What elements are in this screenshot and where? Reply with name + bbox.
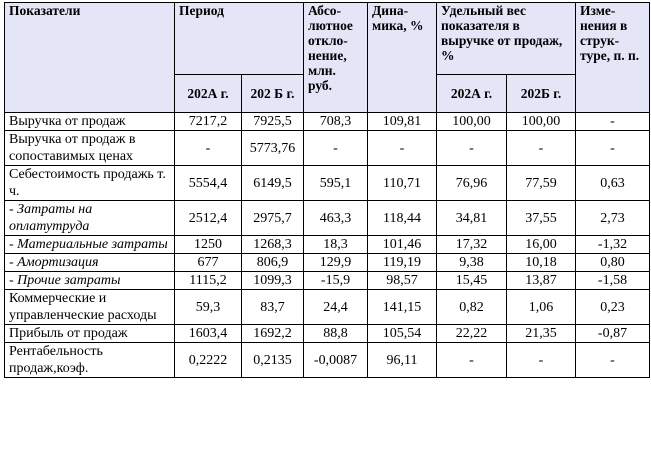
financial-indicators-table [4, 2, 650, 378]
row-label-cell [5, 272, 175, 290]
value-dynamics: 141,15 [368, 290, 437, 325]
sub-item-dash: - [9, 273, 18, 288]
table-row [5, 131, 650, 166]
value-abs-deviation: 595,1 [304, 166, 368, 201]
table-row [5, 113, 650, 131]
value-abs-deviation: 18,3 [304, 236, 368, 254]
value-share-b: 1,06 [507, 290, 576, 325]
value-share-a: 17,32 [437, 236, 507, 254]
value-structure-change: - [576, 113, 650, 131]
value-dynamics: 105,54 [368, 325, 437, 343]
value-structure-change: -1,32 [576, 236, 650, 254]
row-label-cell [5, 131, 175, 166]
value-period-b: 1099,3 [242, 272, 304, 290]
value-period-a: 1603,4 [175, 325, 242, 343]
value-structure-change: 2,73 [576, 201, 650, 236]
value-dynamics: - [368, 131, 437, 166]
header-abs-deviation: Абсо-лютное откло-нение, млн. руб. [304, 3, 368, 113]
table-row [5, 290, 650, 325]
value-structure-change: - [576, 131, 650, 166]
value-abs-deviation: -15,9 [304, 272, 368, 290]
row-label-cell [5, 166, 175, 201]
value-period-a: 7217,2 [175, 113, 242, 131]
row-label: Выручка от продаж [9, 114, 126, 129]
header-share-b: 202Б г. [507, 75, 576, 113]
header-indicators: Показатели [5, 3, 175, 113]
value-share-a: 100,00 [437, 113, 507, 131]
table-body [5, 113, 650, 378]
value-structure-change: 0,63 [576, 166, 650, 201]
value-structure-change: 0,80 [576, 254, 650, 272]
row-label: Коммерческие и управленческие расходы [9, 291, 157, 323]
table-header [5, 3, 650, 113]
header-period-b: 202 Б г. [242, 75, 304, 113]
table-row [5, 325, 650, 343]
value-share-b: 37,55 [507, 201, 576, 236]
row-label-cell [5, 254, 175, 272]
row-label-cell [5, 236, 175, 254]
table-row [5, 201, 650, 236]
value-structure-change: -1,58 [576, 272, 650, 290]
value-period-a: 1250 [175, 236, 242, 254]
value-share-a: 15,45 [437, 272, 507, 290]
row-label-cell [5, 325, 175, 343]
header-share: Удельный вес показателя в выручке от продаж, % [437, 3, 576, 75]
value-period-a: 677 [175, 254, 242, 272]
table-row [5, 166, 650, 201]
value-share-a: 9,38 [437, 254, 507, 272]
value-dynamics: 98,57 [368, 272, 437, 290]
value-abs-deviation: 708,3 [304, 113, 368, 131]
table-row [5, 343, 650, 378]
value-abs-deviation: 88,8 [304, 325, 368, 343]
value-dynamics: 109,81 [368, 113, 437, 131]
value-period-b: 7925,5 [242, 113, 304, 131]
value-share-b: 77,59 [507, 166, 576, 201]
table-row [5, 272, 650, 290]
value-abs-deviation: - [304, 131, 368, 166]
value-share-b: 100,00 [507, 113, 576, 131]
value-period-b: 83,7 [242, 290, 304, 325]
row-label-cell [5, 201, 175, 236]
value-period-b: 6149,5 [242, 166, 304, 201]
sub-item-dash: - [9, 202, 18, 217]
row-label: Материальные затраты [17, 237, 168, 252]
value-period-a: 59,3 [175, 290, 242, 325]
table-container [4, 2, 650, 378]
value-dynamics: 110,71 [368, 166, 437, 201]
value-abs-deviation: 129,9 [304, 254, 368, 272]
row-label-cell [5, 113, 175, 131]
row-label: Рентабельность продаж,коэф. [9, 344, 103, 376]
value-period-b: 806,9 [242, 254, 304, 272]
header-period: Период [175, 3, 304, 75]
sub-item-dash: - [9, 237, 18, 252]
value-abs-deviation: -0,0087 [304, 343, 368, 378]
value-share-a: - [437, 343, 507, 378]
value-share-b: 21,35 [507, 325, 576, 343]
value-share-b: - [507, 131, 576, 166]
row-label: Прочие затраты [17, 273, 121, 288]
value-period-a: 0,2222 [175, 343, 242, 378]
row-label-cell [5, 343, 175, 378]
header-structure-change: Изме-нения в струк-туре, п. п. [576, 3, 650, 113]
value-share-a: 0,82 [437, 290, 507, 325]
table-row [5, 236, 650, 254]
value-structure-change: -0,87 [576, 325, 650, 343]
value-period-a: 2512,4 [175, 201, 242, 236]
value-share-a: - [437, 131, 507, 166]
value-period-a: 1115,2 [175, 272, 242, 290]
value-abs-deviation: 24,4 [304, 290, 368, 325]
value-period-b: 1692,2 [242, 325, 304, 343]
header-share-a: 202А г. [437, 75, 507, 113]
value-period-b: 2975,7 [242, 201, 304, 236]
value-share-a: 22,22 [437, 325, 507, 343]
row-label-cell [5, 290, 175, 325]
value-dynamics: 96,11 [368, 343, 437, 378]
value-structure-change: 0,23 [576, 290, 650, 325]
value-share-a: 34,81 [437, 201, 507, 236]
table-row [5, 254, 650, 272]
value-period-b: 1268,3 [242, 236, 304, 254]
value-abs-deviation: 463,3 [304, 201, 368, 236]
value-period-b: 5773,76 [242, 131, 304, 166]
value-period-a: 5554,4 [175, 166, 242, 201]
value-period-b: 0,2135 [242, 343, 304, 378]
value-dynamics: 118,44 [368, 201, 437, 236]
header-dynamics: Дина-мика, % [368, 3, 437, 113]
sub-item-dash: - [9, 255, 18, 270]
row-label: Себестоимость продажь т. ч. [9, 167, 166, 199]
value-share-b: 16,00 [507, 236, 576, 254]
value-dynamics: 101,46 [368, 236, 437, 254]
value-period-a: - [175, 131, 242, 166]
row-label: Затраты на оплатутруда [9, 202, 93, 234]
header-period-a: 202А г. [175, 75, 242, 113]
value-share-b: - [507, 343, 576, 378]
row-label: Амортизация [17, 255, 99, 270]
value-structure-change: - [576, 343, 650, 378]
value-dynamics: 119,19 [368, 254, 437, 272]
row-label: Прибыль от продаж [9, 326, 128, 341]
value-share-b: 13,87 [507, 272, 576, 290]
value-share-a: 76,96 [437, 166, 507, 201]
row-label: Выручка от продаж в сопоставимых ценах [9, 132, 136, 164]
value-share-b: 10,18 [507, 254, 576, 272]
